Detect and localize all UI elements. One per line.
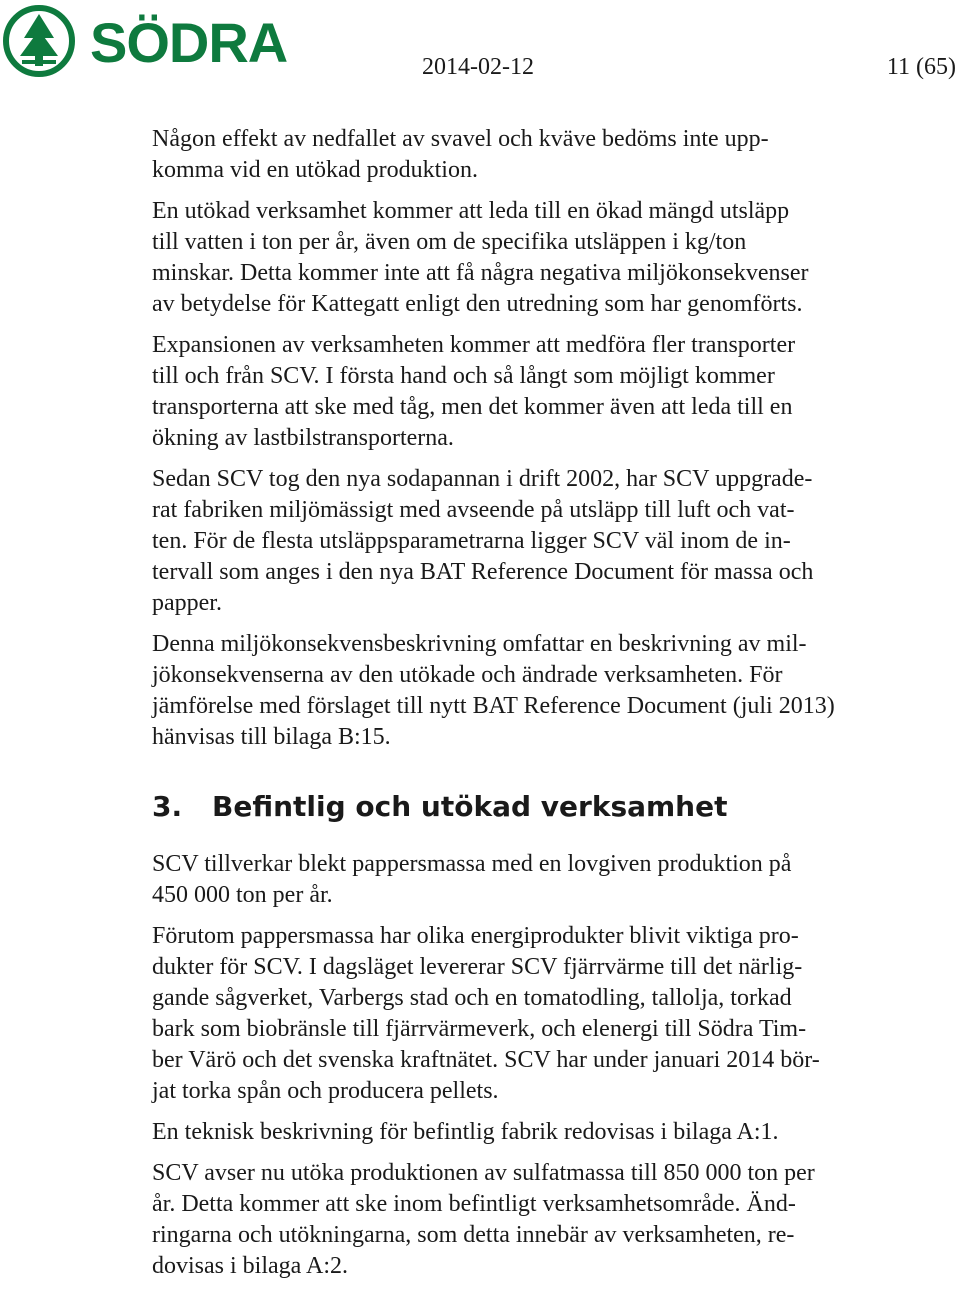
body-paragraph: Förutom pappersmassa har olika energiprodukter blivit viktiga pro- dukter för SCV. I dagsläget levererar SCV fjärrvärme till det närlig- gande sågverket, Varbergs stad och en tomatodling, tallolja, torkad bark som biobränsle till fjärrvärmeverk, och elenergi till Södra Tim- ber Värö och det svenska kraftnätet. SCV har under januari 2014 bör- jat torka spån och producera pellets. [152, 923, 820, 1104]
section-title: Befintlig och utökad verksamhet [212, 790, 728, 823]
body-paragraph: Någon effekt av nedfallet av svavel och kväve bedöms inte upp- komma vid en utökad produktion. [152, 126, 769, 183]
body-paragraph: En utökad verksamhet kommer att leda till en ökad mängd utsläpp till vatten i ton per år, även om de specifika utsläppen i kg/ton minskar. Detta kommer inte att få några negativa miljökonsekvenser av betydelse för Kattegatt enligt den utredning som har genomförts. [152, 198, 809, 317]
section-number: 3. [152, 790, 183, 823]
body-paragraph: SCV avser nu utöka produktionen av sulfatmassa till 850 000 ton per år. Detta kommer att ske inom befintligt verksamhetsområde. Änd- ringarna och utökningarna, som detta innebär av verksamheten, re- dovisas i bilaga A:2. [152, 1160, 815, 1279]
body-paragraph: Denna miljökonsekvensbeskrivning omfattar en beskrivning av mil- jökonsekvenserna av den utökade och ändrade verksamheten. För jämförelse med förslaget till nytt BAT Reference Document (juli 2013) hänvisas till bilaga B:15. [152, 631, 835, 750]
section-heading [152, 789, 936, 825]
document-date: 2014-02-12 [422, 54, 534, 80]
page-number: 11 (65) [886, 54, 956, 80]
sodra-logo-graphic [2, 4, 322, 78]
document-body [152, 124, 936, 1292]
body-paragraph: Sedan SCV tog den nya sodapannan i drift 2002, har SCV uppgrade- rat fabriken miljömässigt med avseende på utsläpp till luft och vat- ten. För de flesta utsläppsparametrarna ligger SCV väl inom de in- tervall som anges i den nya BAT Reference Document för massa och papper. [152, 466, 814, 616]
body-paragraph: En teknisk beskrivning för befintlig fabrik redovisas i bilaga A:1. [152, 1119, 779, 1145]
body-paragraph: SCV tillverkar blekt pappersmassa med en lovgiven produktion på 450 000 ton per år. [152, 851, 792, 908]
sodra-logo [2, 4, 322, 78]
logo-wordmark: SÖDRA [90, 11, 288, 74]
sodra-tree-emblem-icon [6, 8, 72, 74]
body-paragraph: Expansionen av verksamheten kommer att medföra fler transporter till och från SCV. I första hand och så långt som möjligt kommer transporterna att ske med tåg, men det kommer även att leda till en ökning av lastbilstransporterna. [152, 332, 796, 451]
